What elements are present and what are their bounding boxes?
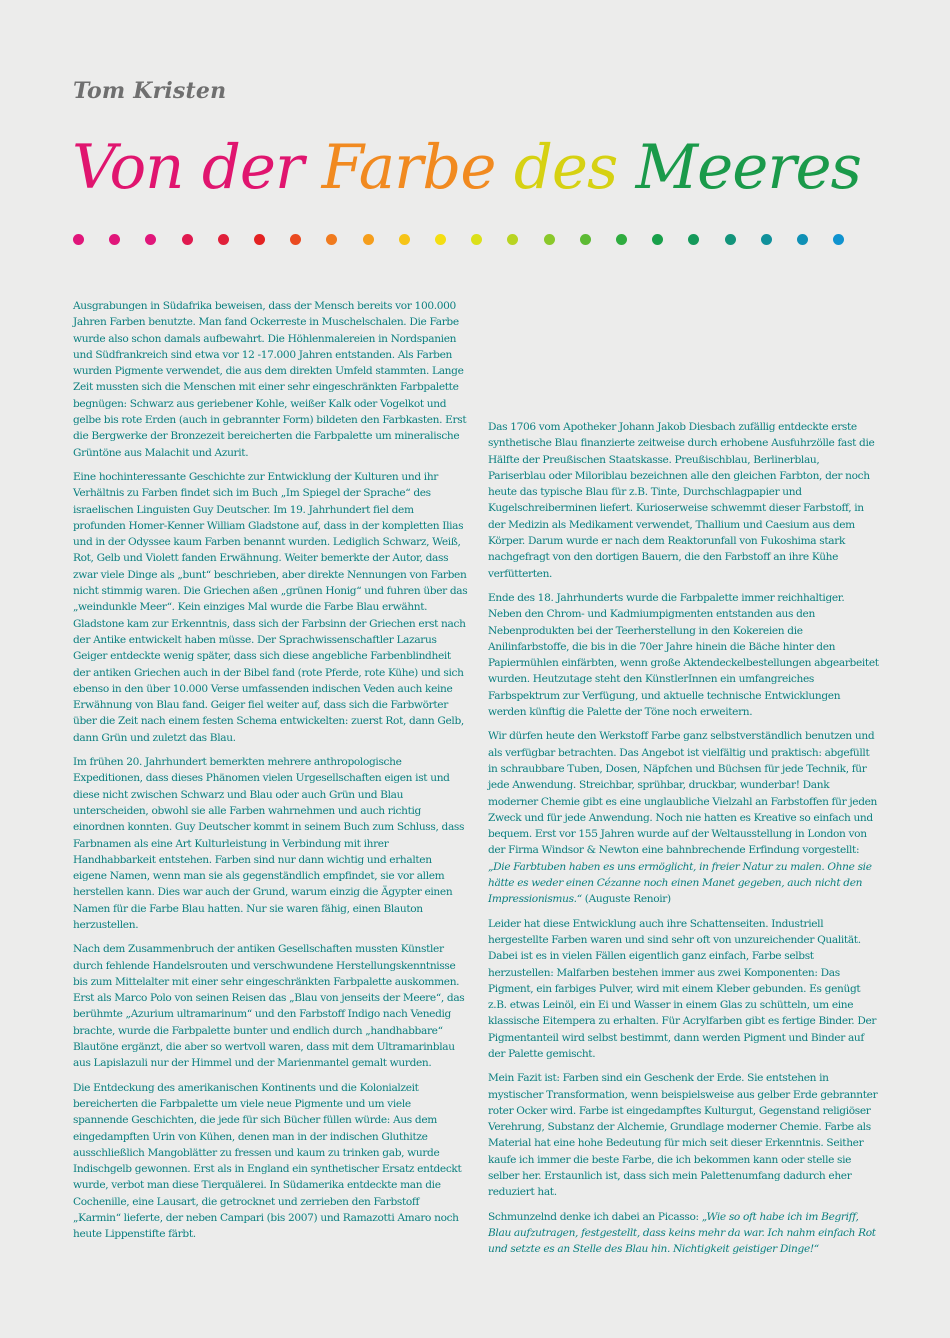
right-text-column (488, 419, 880, 1266)
paragraph: Mein Fazit ist: Farben sind ein Geschenk der Erde. Sie entstehen in mystischer Transformation, wenn beispielsweise aus gelber Erde gebrannter roter Ocker wird. Farbe ist eingedampftes Kulturgut, Gegenstand religiöser Verehrung, Substanz der Alchemie, Grundlage moderner Chemie. Farbe als Material hat eine hohe Bedeutung für mich seit dieser Erkenntnis. Seither kaufe ich immer die beste Farbe, die ich bekommen kann oder stelle sie selber her. Erstaunlich ist, dass sich mein Palettenumfang dadurch eher reduziert hat. (488, 1072, 878, 1199)
color-dot (833, 234, 844, 245)
left-text-column (73, 298, 468, 1251)
paragraph: Im frühen 20. Jahrhundert bemerkten mehrere anthropologische Expeditionen, dass dieses Phänomen vielen Urgesellschaften eigen ist und diese nicht zwischen Schwarz und Blau oder auch Grün und Blau unterscheiden, obwohl sie alle Farben wahrnehmen und auch richtig einordnen konnten. Guy Deutscher kommt in seinem Buch zum Schluss, dass Farbnamen als eine Art Kulturleistung in Verbindung mit ihrer Handhabbarkeit entstehen. Farben sind nur dann wichtig und erhalten eigene Namen, wenn man sie als gegenständlich empfindet, sie vor allem herstellen kann. Dies war auch der Grund, warum einzig die Ägypter einen Namen für die Farbe Blau hatten. Nur sie waren fähig, einen Blauton herzustellen. (73, 756, 465, 931)
paragraph: Nach dem Zusammenbruch der antiken Gesellschaften mussten Künstler durch fehlende Handelsrouten und verschwundene Herstellungskenntnisse bis zum Mittelalter mit einer sehr eingeschränkten Farbpalette auskommen. Erst als Marco Polo von seinen Reisen das „Blau von jenseits der Meere“, das berühmte „Azurium ultramarinum“ und den Farbstoff Indigo nach Venedig brachte, wurde die Farbpalette bunter und endlich durch „handhabbare“ Blautöne ergänzt, die aber so wertvoll waren, dass mit dem Ultramarinblau aus Lapislazuli nur der Himmel und der Marienmantel gemalt wurden. (73, 943, 465, 1070)
title-part-2: Farbe (321, 132, 514, 203)
quote-source: (Auguste Renoir) (581, 893, 671, 906)
rainbow-dot-row (73, 234, 885, 248)
color-dot (218, 234, 229, 245)
paragraph-text: Schmunzelnd denke ich dabei an Picasso: (488, 1210, 702, 1223)
color-dot (73, 234, 84, 245)
author-name: Tom Kristen (73, 78, 227, 104)
paragraph-with-quote (488, 1209, 880, 1258)
title-part-4: Meeres (635, 132, 861, 203)
color-dot (435, 234, 446, 245)
color-dot (145, 234, 156, 245)
color-dot (290, 234, 301, 245)
color-dot (616, 234, 627, 245)
color-dot (580, 234, 591, 245)
color-dot (182, 234, 193, 245)
paragraph: Eine hochinteressante Geschichte zur Entwicklung der Kulturen und ihr Verhältnis zu Farben findet sich im Buch „Im Spiegel der Sprache“ des israelischen Linguisten Guy Deutscher. Im 19. Jahrhundert fiel dem profunden Homer-Kenner William Gladstone auf, dass in der kompletten Ilias und in der Odyssee kaum Farben benannt wurden. Lediglich Schwarz, Weiß, Rot, Gelb und Violett fanden Erwähnung. Weiter bemerkte der Autor, dass zwar viele Dinge als „bunt“ beschrieben, aber direkte Nennungen von Farben nicht stimmig waren. Die Griechen aßen „grünen Honig“ und fuhren über das „weindunkle Meer“. Kein einziges Mal wurde die Farbe Blau erwähnt. Gladstone kam zur Erkenntnis, dass sich der Farbsinn der Griechen erst nach der Antike entwickelt haben müsse. Der Sprachwissenschaftler Lazarus Geiger entdeckte wenig später, dass sich diese angebliche Farbenblindheit der antiken Griechen auch in der Bibel fand (rote Pferde, rote Kühe) und sich ebenso in den über 10.000 Verse umfassenden indischen Veden auch keine Erwähnung von Blau fand. Geiger fiel weiter auf, dass sich die Farbwörter über die Zeit nach einem festen Schema entwickelten: zuerst Rot, dann Gelb, dann Grün und zuletzt das Blau. (73, 470, 468, 744)
renoir-quote: „Die Farbtuben haben es uns ermöglicht, in freier Natur zu malen. Ohne sie hätte es weder einen Cézanne noch einen Manet gegeben, auch nicht den Impressionismus.“ (488, 860, 872, 906)
title-part-1: Von der (72, 132, 322, 203)
color-dot (254, 234, 265, 245)
title-part-3: des (513, 132, 636, 203)
color-dot (761, 234, 772, 245)
paragraph-text: Wir dürfen heute den Werkstoff Farbe ganz selbstverständlich benutzen und als verfügbar betrachten. Das Angebot ist vielfältig und praktisch: abgefüllt in schraubbare Tuben, Dosen, Näpfchen und Büchsen für jede Technik, für jede Anwendung. Streichbar, sprühbar, druckbar, wunderbar! Dank moderner Chemie gibt es eine unglaubliche Vielzahl an Farbstoffen für jeden Zweck und für jede Anwendung. Noch nie hatten es Kreative so einfach und bequem. Erst vor 155 Jahren wurde auf der Weltausstellung in London von der Firma Windsor & Newton eine bahnbrechende Erfindung vorgestellt: (488, 730, 878, 857)
color-dot (725, 234, 736, 245)
color-dot (688, 234, 699, 245)
color-dot (399, 234, 410, 245)
color-dot (363, 234, 374, 245)
color-dot (652, 234, 663, 245)
paragraph: Ausgrabungen in Südafrika beweisen, dass der Mensch bereits vor 100.000 Jahren Farben benutzte. Man fand Ockerreste in Muschelschalen. Die Farbe wurde also schon damals aufbewahrt. Die Höhlenmalereien in Nordspanien und Südfrankreich sind etwa vor 12 -17.000 Jahren entstanden. Als Farben wurden Pigmente verwendet, die aus dem direkten Umfeld stammten. Lange Zeit mussten sich die Menschen mit einer sehr eingeschränkten Farbpalette begnügen: Schwarz aus geriebener Kohle, weißer Kalk oder Vogelkot und gelbe bis rote Erden (auch in gebrannter Form) bildeten den Farbkasten. Erst die Bergwerke der Bronzezeit bereicherten die Farbpalette um mineralische Grüntöne aus Malachit und Azurit. (73, 300, 467, 459)
color-dot (507, 234, 518, 245)
paragraph: Ende des 18. Jahrhunderts wurde die Farbpalette immer reichhaltiger. Neben den Chrom- und Kadmiumpigmenten entstanden aus den Nebenprodukten bei der Teerherstellung in den Kokereien die Anilinfarbstoffe, die bis in die 70er Jahre hinein die Bäche hinter den Papiermühlen einfärbten, wenn große Aktendeckelbestellungen abgearbeitet wurden. Heutzutage steht den KünstlerInnen ein umfangreiches Farbspektrum zur Verfügung, und aktuelle technische Entwicklungen werden künftig die Palette der Töne noch erweitern. (488, 591, 879, 719)
article-title (72, 128, 861, 208)
picasso-quote: „Wie so oft habe ich im Begriff, Blau aufzutragen, festgestellt, dass keins mehr da war. Ich nahm einfach Rot und setzte es an Stelle des Blau hin. Nichtigkeit geistiger Dinge!“ (488, 1210, 876, 1256)
color-dot (471, 234, 482, 245)
color-dot (797, 234, 808, 245)
paragraph: Leider hat diese Entwicklung auch ihre Schattenseiten. Industriell hergestellte Farben waren und sind sehr oft von unzureichender Qualität. Dabei ist es in vielen Fällen eigentlich ganz einfach, Farbe selbst herzustellen: Malfarben bestehen immer aus zwei Komponenten: Das Pigment, ein farbiges Pulver, wird mit einem Kleber gebunden. Es genügt z.B. etwas Leinöl, ein Ei und Wasser in einem Glas zu schütteln, um eine klassische Eitempera zu erhalten. Für Acrylfarben gibt es fertige Binder. Der Pigmentanteil wird selbst bestimmt, dann werden Pigment und Binder auf der Palette gemischt. (488, 917, 877, 1060)
paragraph: Das 1706 vom Apotheker Johann Jakob Diesbach zufällig entdeckte erste synthetische Blau finanzierte zeitweise durch erhobene Ausfuhrzölle fast die Hälfte der Preußischen Staatskasse. Preußischblau, Berlinerblau, Pariserblau oder Miloriblau bezeichnen alle den gleichen Farbton, der noch heute das typische Blau für z.B. Tinte, Durchschlagpapier und Kugelschreiberminen liefert. Kurioserweise schwemmt dieser Farbstoff, in der Medizin als Medikament verwendet, Thallium und Caesium aus dem Körper. Darum wurde er nach dem Reaktorunfall von Fukoshima stark nachgefragt von den dortigen Bauern, die den Farbstoff an ihre Kühe verfütterten. (488, 421, 875, 580)
paragraph: Die Entdeckung des amerikanischen Kontinents und die Kolonialzeit bereicherten die Farbpalette um viele neue Pigmente und um viele spannende Geschichten, die jede für sich Bücher füllen würde: Aus dem eingedampften Urin von Kühen, denen man in der indischen Gluthitze ausschließlich Mangoblätter zu fressen und kaum zu trinken gab, wurde Indischgelb gewonnen. Erst als in England ein synthetischer Ersatz entdeckt wurde, verbot man diese Tierquälerei. In Südamerika entdeckte man die Cochenille, eine Lausart, die getrocknet und zerrieben den Farbstoff „Karmin“ lieferte, der neben Campari (bis 2007) und Ramazotti Amaro noch heute Lippenstifte färbt. (73, 1081, 462, 1241)
color-dot (326, 234, 337, 245)
color-dot (544, 234, 555, 245)
paragraph-with-quote (488, 728, 880, 907)
color-dot (109, 234, 120, 245)
